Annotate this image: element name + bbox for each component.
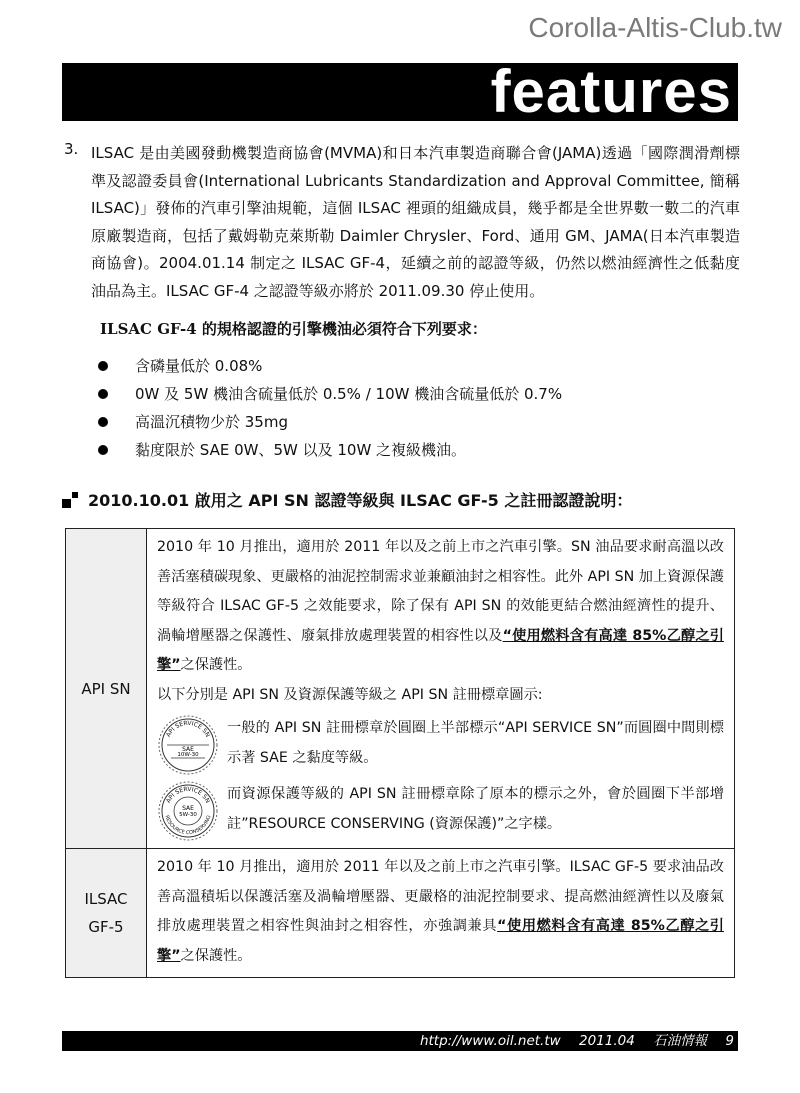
page-footer [62, 1031, 738, 1051]
requirement-text: 高溫沉積物少於 35mg [135, 413, 288, 431]
row-label-api-sn: API SN [66, 529, 147, 849]
bullet-icon [98, 417, 108, 427]
bullet-icon [98, 445, 108, 455]
seal-top-text: API SERVICE SN [164, 785, 212, 805]
svg-text:API SERVICE SN [165, 786, 211, 804]
intro-text: ILSAC 是由美國發動機製造商協會(MVMA)和日本汽車製造商聯合會(JAMA)透過「國際潤滑劑標準及認證委員會(International Lubricants Standardization and Approval Committee, 簡稱 ILSAC)」發佈的汽車引擎油規範，這個 ILSAC 裡頭的組織成員，幾乎都是全世界數一數二的汽車原廠製造商，包括了戴姆勒克萊斯勒 Daimler Chrysler、Ford、通用 GM、JAMA(日本汽車製造商協會)。2004.01.14 制定之 ILSAC GF-4，延續之前的認證等級，仍然以燃油經濟性之低黏度油品為主。ILSAC GF-4 之認證等級亦將於 2011.09.30 停止使用。 [91, 144, 740, 300]
spec-table [65, 528, 735, 978]
seal-sae-text: SAE [182, 805, 194, 812]
features-banner [62, 58, 738, 125]
footer-url: http://www.oil.net.tw [419, 1033, 561, 1049]
api-sn-logo-row [157, 714, 724, 776]
api-sn-paragraph [157, 533, 724, 681]
ethanol-highlight: “使用燃料含有高達 85%乙醇之引擎” [157, 918, 724, 964]
requirements-heading: ILSAC GF-4 的規格認證的引擎機油必須符合下列要求： [100, 320, 487, 338]
resource-conserving-logo-row [157, 780, 724, 842]
footer-publication: 石油情報 [653, 1033, 708, 1049]
list-item [98, 436, 562, 464]
paragraph-number: 3. [64, 140, 79, 158]
row-label-ilsac-gf5 [66, 849, 147, 978]
seal-bottom-text: RESOURCE CONSERVING [163, 814, 213, 837]
seal-sae-text: SAE [182, 746, 194, 753]
seal-top-text: API SERVICE SN [164, 719, 212, 739]
section-heading [62, 488, 632, 511]
label-line: ILSAC [84, 890, 128, 908]
list-item [98, 352, 562, 380]
api-sn-text: 2010 年 10 月推出，適用於 2011 年以及之前上市之汽車引擎。SN 油品要求耐高溫以改善活塞積碳現象、更嚴格的油泥控制需求並兼顧油封之相容性。此外 API SN 加上資源保護等級符合 ILSAC GF-5 之效能要求，除了保有 API SN 的效能更結合燃油經濟性的提升、渦輪增壓器之保護性、廢氣排放處理裝置的相容性以及 [157, 539, 724, 644]
ilsac-text-end: 之保護性。 [180, 947, 252, 964]
footer-date: 2011.04 [578, 1033, 635, 1049]
svg-text:API SERVICE SN [165, 720, 211, 738]
requirement-text: 黏度限於 SAE 0W、5W 以及 10W 之複級機油。 [135, 441, 467, 459]
ilsac-gf5-description [147, 849, 735, 978]
logo-intro-text: 以下分別是 API SN 及資源保護等級之 API SN 註冊標章圖示: [157, 686, 543, 703]
label-line: GF-5 [88, 918, 124, 936]
ethanol-highlight: “使用燃料含有高達 85%乙醇之引擎” [157, 627, 724, 673]
section-heading-text: 2010.10.01 啟用之 API SN 認證等級與 ILSAC GF-5 之註冊認證說明： [88, 491, 633, 510]
requirement-text: 含磷量低於 0.08% [135, 357, 263, 375]
square-bullet-icon [62, 492, 78, 508]
intro-paragraph [64, 140, 740, 305]
requirements-list [98, 352, 562, 464]
list-item [98, 380, 562, 408]
table-row [66, 849, 735, 978]
api-sn-description [147, 529, 735, 849]
seal-grade-text: 5W-30 [179, 812, 197, 818]
resource-conserving-description: 而資源保護等級的 API SN 註冊標章除了原本的標示之外，會於圓圈下半部增註”RESOURCE CONSERVING (資源保護)”之字樣。 [227, 786, 724, 832]
requirement-text: 0W 及 5W 機油含硫量低於 0.5% / 10W 機油含硫量低於 0.7% [135, 385, 563, 403]
bullet-icon [98, 389, 108, 399]
bullet-icon [98, 361, 108, 371]
resource-conserving-seal-icon [157, 780, 219, 842]
api-sn-logo-description: 一般的 API SN 註冊標章於圓圈上半部標示“API SERVICE SN”而圓圈中間則標示著 SAE 之黏度等級。 [227, 720, 724, 766]
api-service-sn-seal-icon [157, 714, 219, 776]
watermark: Corolla-Altis-Club.tw [528, 12, 782, 43]
banner-title: features [490, 58, 732, 125]
seal-grade-text: 10W-30 [177, 752, 199, 758]
ilsac-text: 2010 年 10 月推出，適用於 2011 年以及之前上市之汽車引擎。ILSAC GF-5 要求油品改善高溫積垢以保護活塞及渦輪增壓器、更嚴格的油泥控制要求、提高燃油經濟性以及廢氣排放處理裝置之相容性與油封之相容性，亦強調兼具 [157, 859, 724, 934]
table-row [66, 529, 735, 849]
list-item [98, 408, 562, 436]
page-number: 9 [725, 1033, 734, 1049]
api-sn-text-end: 之保護性。 [180, 657, 252, 673]
